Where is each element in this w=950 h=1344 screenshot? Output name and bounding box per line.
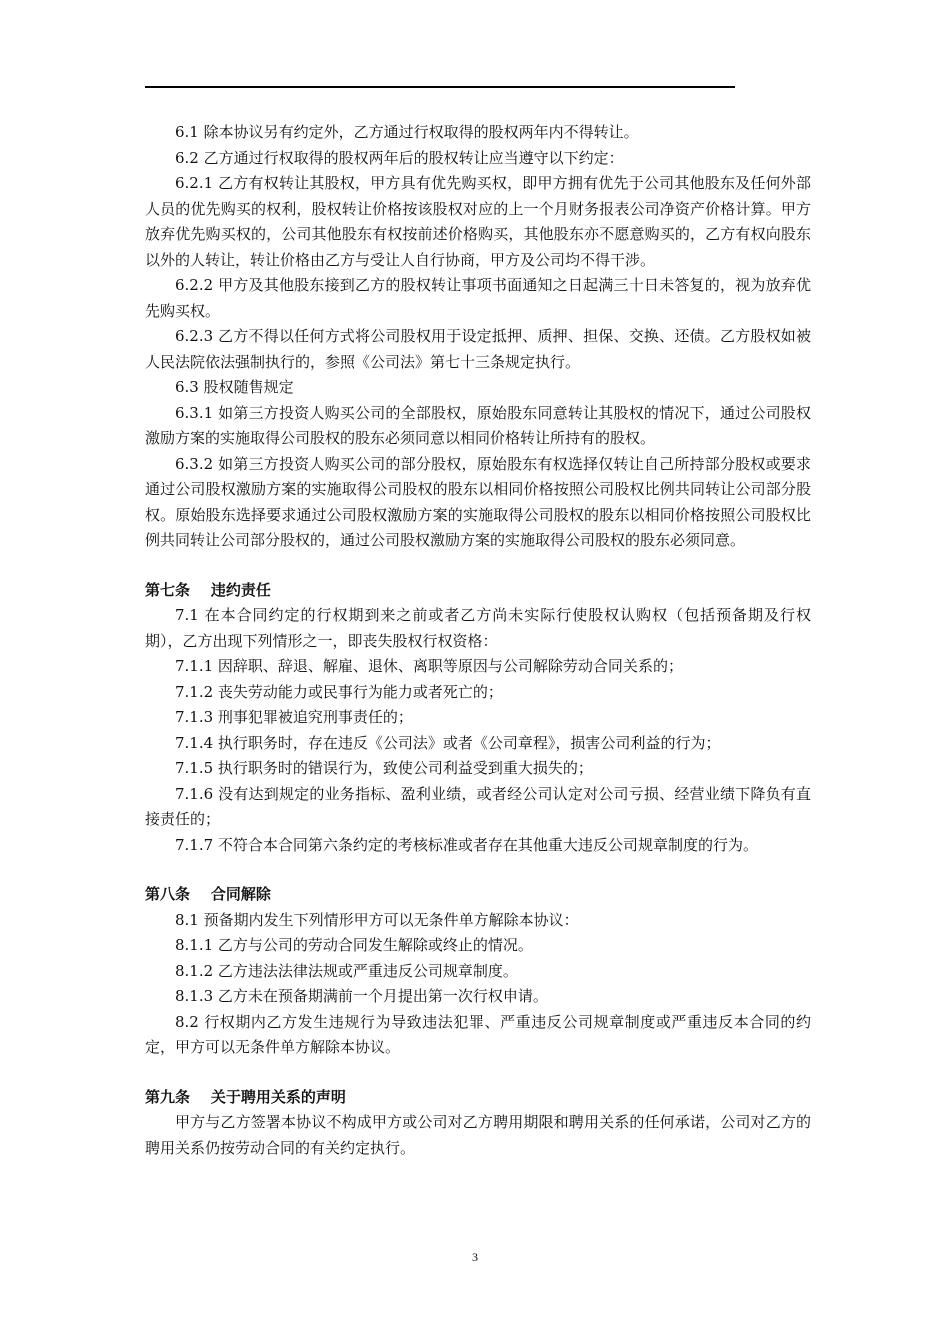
clause-7-1-1: 7.1.1 因辞职、辞退、解雇、退休、离职等原因与公司解除劳动合同关系的； xyxy=(175,657,683,675)
header-rule xyxy=(145,86,735,88)
clause-8-1-3: 8.1.3 乙方未在预备期满前一个月提出第一次行权申请。 xyxy=(175,987,548,1005)
clause-6-2-2: 6.2.2 甲方及其他股东接到乙方的股权转让事项书面通知之日起满三十日未答复的，视为放弃优先购买权。 xyxy=(145,276,811,320)
article-9-heading: 第九条 关于聘用关系的声明 xyxy=(145,1087,346,1106)
clause-8-2: 8.2 行权期内乙方发生违规行为导致违法犯罪、严重违反公司规章制度或严重违反本合同的约定，甲方可以无条件单方解除本协议。 xyxy=(145,1012,811,1056)
clause-7-1-2: 7.1.2 丧失劳动能力或民事行为能力或者死亡的； xyxy=(175,682,503,701)
clause-7-1-7: 7.1.7 不符合本合同第六条约定的考核标准或者存在其他重大违反公司规章制度的行为。 xyxy=(175,835,758,854)
clause-6-1: 6.1 除本协议另有约定外，乙方通过行权取得的股权两年内不得转让。 xyxy=(175,123,639,141)
page-number: 3 xyxy=(472,1250,478,1264)
clause-7-1: 7.1 在本合同约定的行权期到来之前或者乙方尚未实际行使股权认购权（包括预备期及行权期），乙方出现下列情形之一，即丧失股权行权资格： xyxy=(145,606,811,650)
clause-7-1-3: 7.1.3 刑事犯罪被追究刑事责任的； xyxy=(175,708,413,726)
clause-7-1-6: 7.1.6 没有达到规定的业务指标、盈利业绩，或者经公司认定对公司亏损、经营业绩下降负有直接责任的； xyxy=(145,784,811,828)
clause-6-3: 6.3 股权随售规定 xyxy=(175,378,294,396)
clause-6-2-3: 6.2.3 乙方不得以任何方式将公司股权用于设定抵押、质押、担保、交换、还债。乙方股权如被人民法院依法强制执行的，参照《公司法》第七十三条规定执行。 xyxy=(145,327,811,371)
clause-7-1-4: 7.1.4 执行职务时，存在违反《公司法》或者《公司章程》，损害公司利益的行为； xyxy=(175,733,721,752)
clause-6-2: 6.2 乙方通过行权取得的股权两年后的股权转让应当遵守以下约定： xyxy=(175,148,624,167)
clause-8-1-1: 8.1.1 乙方与公司的劳动合同发生解除或终止的情况。 xyxy=(175,936,533,954)
clause-8-1: 8.1 预备期内发生下列情形甲方可以无条件单方解除本协议： xyxy=(175,910,579,929)
clause-6-3-1: 6.3.1 如第三方投资人购买公司的全部股权，原始股东同意转让其股权的情况下，通过公司股权激励方案的实施取得公司股权的股东必须同意以相同价格转让所持有的股权。 xyxy=(145,403,811,447)
clause-8-1-2: 8.1.2 乙方违法法律法规或严重违反公司规章制度。 xyxy=(175,961,518,980)
article-8-heading: 第八条 合同解除 xyxy=(145,885,271,903)
document-body xyxy=(145,120,811,1161)
clause-9-statement: 甲方与乙方签署本协议不构成甲方或公司对乙方聘用期限和聘用关系的任何承诺，公司对乙方的聘用关系仍按劳动合同的有关约定执行。 xyxy=(145,1113,811,1157)
clause-7-1-5: 7.1.5 执行职务时的错误行为，致使公司利益受到重大损失的； xyxy=(175,759,593,777)
article-7-heading: 第七条 违约责任 xyxy=(145,580,271,599)
clause-6-2-1: 6.2.1 乙方有权转让其股权，甲方具有优先购买权，即甲方拥有优先于公司其他股东及任何外部人员的优先购买的权利，股权转让价格按该股权对应的上一个月财务报表公司净资产价格计算。甲方放弃优先购买权的，公司其他股东有权按前述价格购买，其他股东亦不愿意购买的，乙方有权向股东以外的人转让，转让价格由乙方与受让人自行协商，甲方及公司均不得干涉。 xyxy=(145,174,811,269)
clause-6-3-2: 6.3.2 如第三方投资人购买公司的部分股权，原始股东有权选择仅转让自己所持部分股权或要求通过公司股权激励方案的实施取得公司股权的股东以相同价格按照公司股权比例共同转让公司部分股权。原始股东选择要求通过公司股权激励方案的实施取得公司股权的股东以相同价格按照公司股权比例共同转让公司部分股权的，通过公司股权激励方案的实施取得公司股权的股东必须同意。 xyxy=(145,454,811,549)
